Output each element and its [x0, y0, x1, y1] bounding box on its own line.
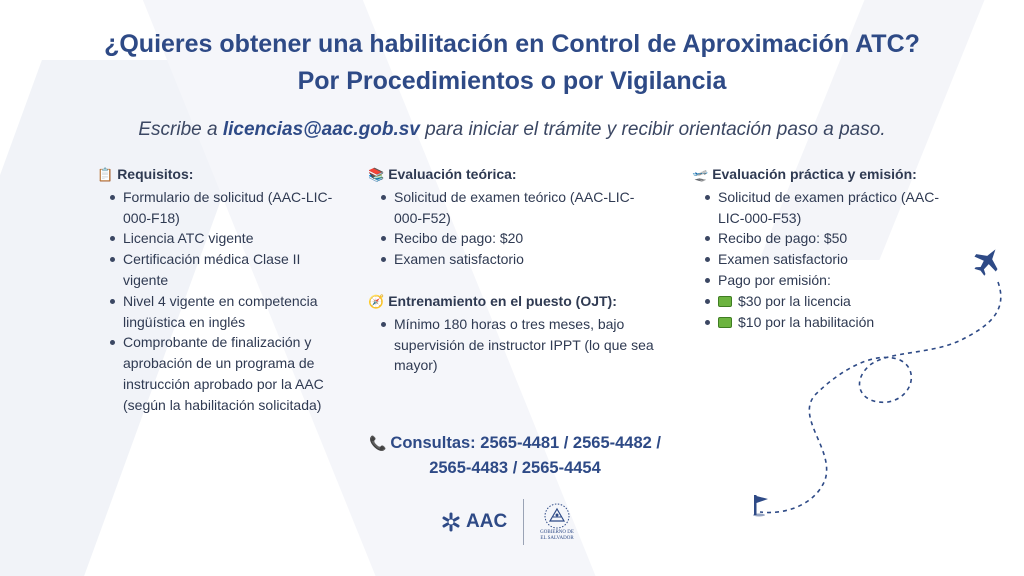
- requisitos-heading: 📋 Requisitos:: [97, 166, 194, 182]
- list-item: Comprobante de finalización y aprobación de un programa de instrucción aprobado por la AAC (según la habilitación solicitada): [123, 332, 342, 415]
- list-item: Mínimo 180 horas o tres meses, bajo supervisión de instructor IPPT (lo que sea mayor): [394, 314, 669, 376]
- list-item: Licencia ATC vigente: [123, 228, 342, 249]
- teorica-heading: 📚 Evaluación teórica:: [368, 166, 517, 182]
- list-item: Formulario de solicitud (AAC-LIC-000-F18): [123, 187, 342, 229]
- compass-icon: 🧭: [368, 293, 385, 309]
- practica-heading: 🛫 Evaluación práctica y emisión:: [692, 166, 917, 182]
- list-item: Examen satisfactorio: [718, 249, 972, 270]
- teorica-list: [368, 187, 673, 270]
- list-item: Recibo de pago: $50: [718, 228, 972, 249]
- flag-icon: [753, 495, 768, 517]
- list-item: Solicitud de examen teórico (AAC-LIC-000-F52): [394, 187, 659, 229]
- requisitos-section: [97, 164, 342, 416]
- logo-divider: [523, 499, 524, 545]
- intro-text: [0, 119, 1024, 141]
- list-item: Certificación médica Clase II vigente: [123, 249, 342, 291]
- practica-list: [692, 187, 972, 333]
- list-item: $30 por la licencia: [718, 291, 972, 312]
- airplane-icon: [969, 242, 1006, 280]
- email-link[interactable]: licencias@aac.gob.sv: [222, 119, 420, 140]
- contact-line-2[interactable]: 2565-4483 / 2565-4454: [429, 459, 601, 477]
- aac-star-icon: [441, 512, 461, 532]
- phone-icon: 📞: [368, 435, 387, 451]
- requisitos-list: [97, 187, 342, 416]
- contact-line-1[interactable]: Consultas: 2565-4481 / 2565-4482 /: [390, 434, 661, 452]
- gobierno-el-salvador-logo: [540, 502, 574, 542]
- books-icon: 📚: [368, 167, 385, 182]
- contact-info: [330, 431, 700, 481]
- gob-line-1: GOBIERNO DE: [540, 530, 574, 535]
- ojt-heading: 🧭 Entrenamiento en el puesto (OJT):: [368, 292, 617, 309]
- list-item: Recibo de pago: $20: [394, 228, 673, 249]
- intro-suffix: para iniciar el trámite y recibir orientación paso a paso.: [419, 119, 886, 140]
- title-line-1: ¿Quieres obtener una habilitación en Control de Aproximación ATC?: [104, 30, 920, 58]
- teorica-section: [368, 164, 673, 376]
- list-item: Examen satisfactorio: [394, 249, 673, 270]
- coat-of-arms-icon: [543, 502, 571, 530]
- page-title: [0, 26, 1024, 100]
- title-line-2: Por Procedimientos o por Vigilancia: [297, 67, 727, 95]
- gob-line-2: EL SALVADOR: [540, 536, 574, 541]
- clipboard-icon: 📋: [97, 167, 114, 182]
- list-item: Nivel 4 vigente en competencia lingüística en inglés: [123, 291, 342, 333]
- money-icon: [718, 296, 732, 307]
- airplane-departure-icon: 🛫: [692, 167, 709, 182]
- aac-logo: [441, 511, 507, 533]
- list-item: $10 por la habilitación: [718, 312, 972, 333]
- practica-section: [692, 164, 972, 332]
- aac-logo-text: AAC: [466, 511, 508, 532]
- ojt-list: [368, 314, 673, 376]
- footer-logos: [441, 496, 574, 548]
- list-item: Solicitud de examen práctico (AAC-LIC-000-F53): [718, 187, 963, 229]
- list-item: Pago por emisión:: [718, 270, 972, 291]
- intro-prefix: Escribe a: [138, 119, 223, 140]
- money-icon: [718, 317, 732, 328]
